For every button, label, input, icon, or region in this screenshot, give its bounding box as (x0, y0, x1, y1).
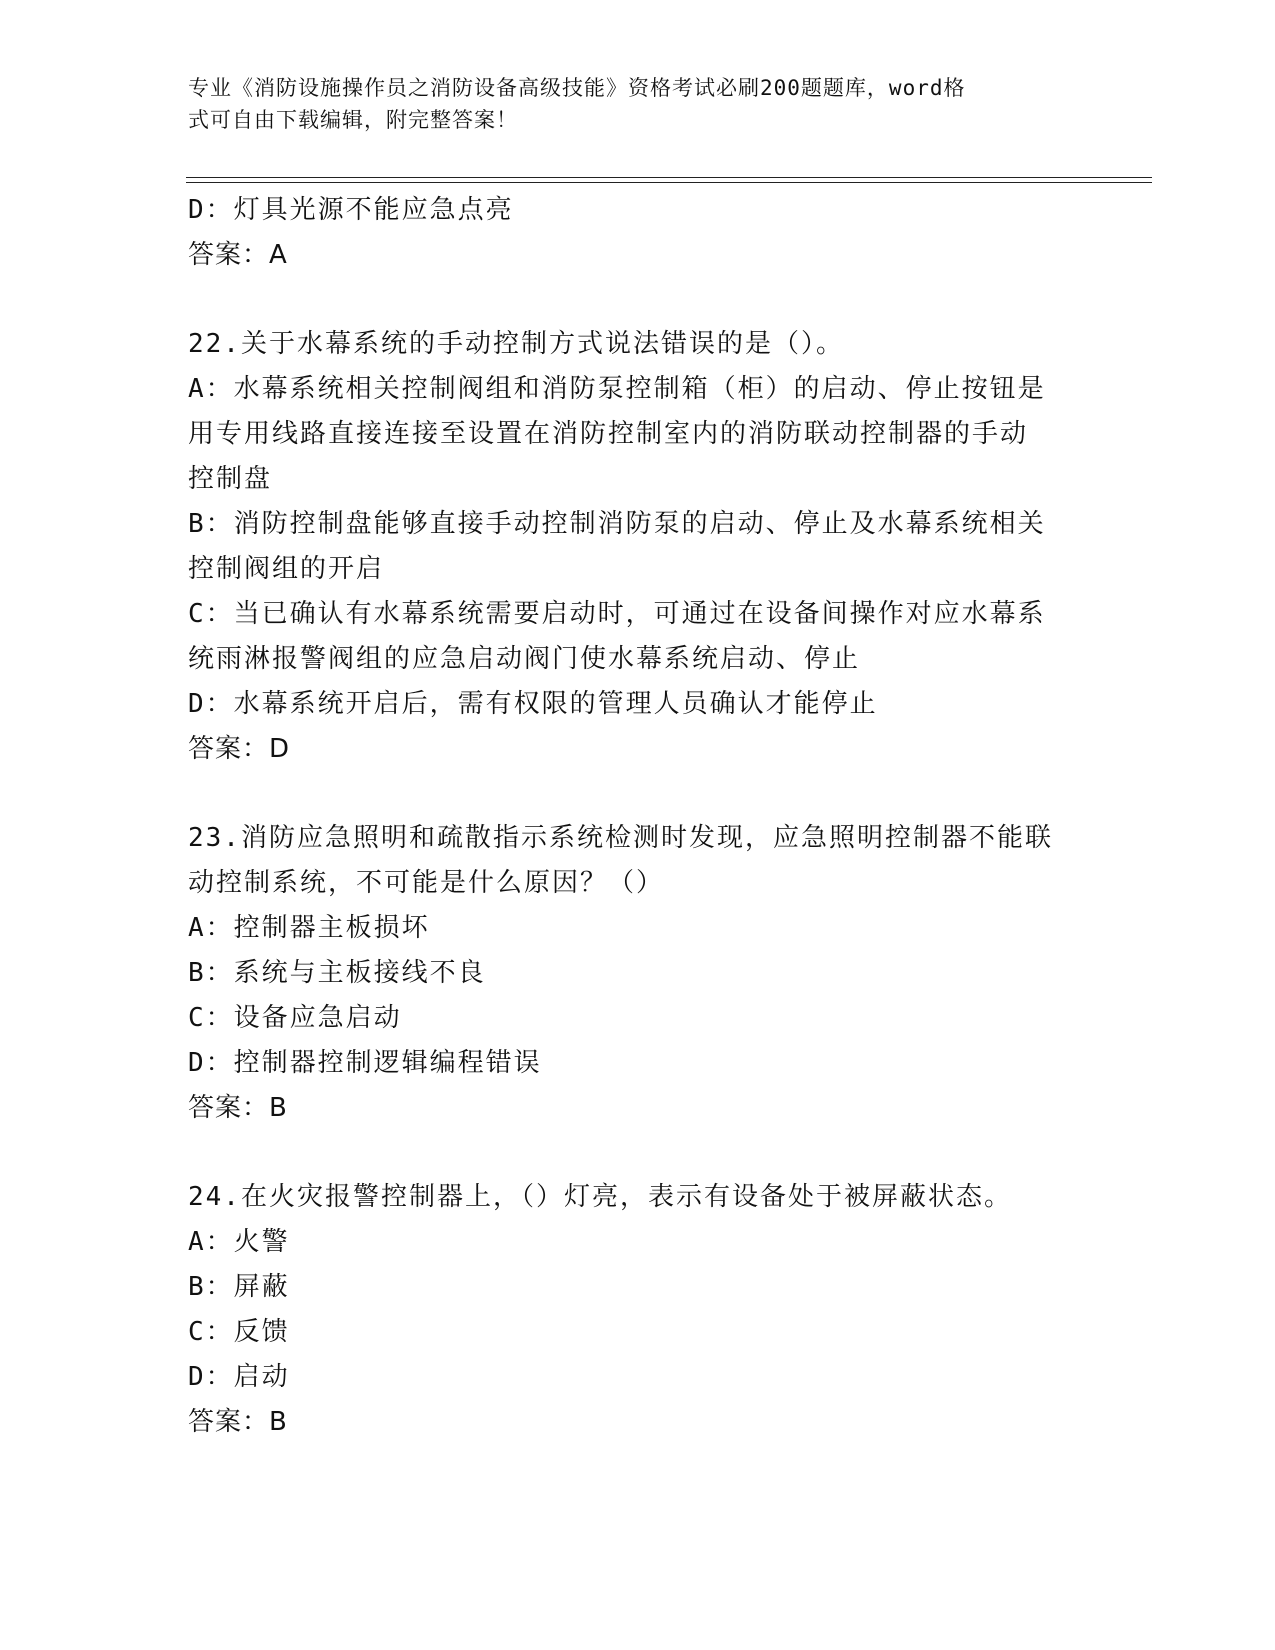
spacer (188, 278, 1088, 322)
option-c: C：设备应急启动 (188, 1003, 402, 1033)
question-stem: 24.在火灾报警控制器上，（）灯亮，表示有设备处于被屏蔽状态。 (188, 1182, 1012, 1212)
option-a-continued: 控制盘 (188, 464, 273, 494)
spacer (188, 772, 1088, 816)
question-stem-continued: 动控制系统，不可能是什么原因？（） (188, 868, 665, 898)
header-divider-top (186, 177, 1152, 178)
header-divider-bottom (186, 182, 1152, 183)
option-a: A：水幕系统相关控制阀组和消防泵控制箱（柜）的启动、停止按钮是 (188, 374, 1046, 404)
option-a-continued: 用专用线路直接连接至设置在消防控制室内的消防联动控制器的手动 (188, 419, 1029, 449)
answer-line: 答案：A (188, 240, 288, 270)
question-stem: 23.消防应急照明和疏散指示系统检测时发现，应急照明控制器不能联 (188, 823, 1053, 853)
option-b: B：消防控制盘能够直接手动控制消防泵的启动、停止及水幕系统相关 (188, 509, 1046, 539)
option-c: C：当已确认有水幕系统需要启动时，可通过在设备间操作对应水幕系 (188, 599, 1046, 629)
option-a: A：火警 (188, 1227, 290, 1257)
option-c: C：反馈 (188, 1317, 290, 1347)
option-a: A：控制器主板损坏 (188, 913, 430, 943)
option-b: B：系统与主板接线不良 (188, 958, 486, 988)
document-body (188, 188, 1088, 1445)
option-c-continued: 统雨淋报警阀组的应急启动阀门使水幕系统启动、停止 (188, 644, 861, 674)
answer-line: 答案：B (188, 1407, 288, 1437)
question-23 (188, 816, 1088, 1131)
question-21-tail (188, 188, 1088, 278)
header-line-2: 式可自由下载编辑，附完整答案！ (188, 108, 518, 132)
option-d: D：灯具光源不能应急点亮 (188, 195, 514, 225)
header-line-1: 专业《消防设施操作员之消防设备高级技能》资格考试必刷200题题库，word格 (188, 76, 966, 100)
option-d: D：启动 (188, 1362, 290, 1392)
answer-line: 答案：B (188, 1093, 288, 1123)
question-stem: 22.关于水幕系统的手动控制方式说法错误的是（）。 (188, 329, 844, 359)
question-22 (188, 322, 1088, 772)
option-d: D：水幕系统开启后，需有权限的管理人员确认才能停止 (188, 689, 878, 719)
option-b: B：屏蔽 (188, 1272, 290, 1302)
document-header (188, 72, 1068, 136)
answer-line: 答案：D (188, 734, 291, 764)
option-b-continued: 控制阀组的开启 (188, 554, 385, 584)
question-24 (188, 1175, 1088, 1445)
option-d: D：控制器控制逻辑编程错误 (188, 1048, 542, 1078)
spacer (188, 1131, 1088, 1175)
